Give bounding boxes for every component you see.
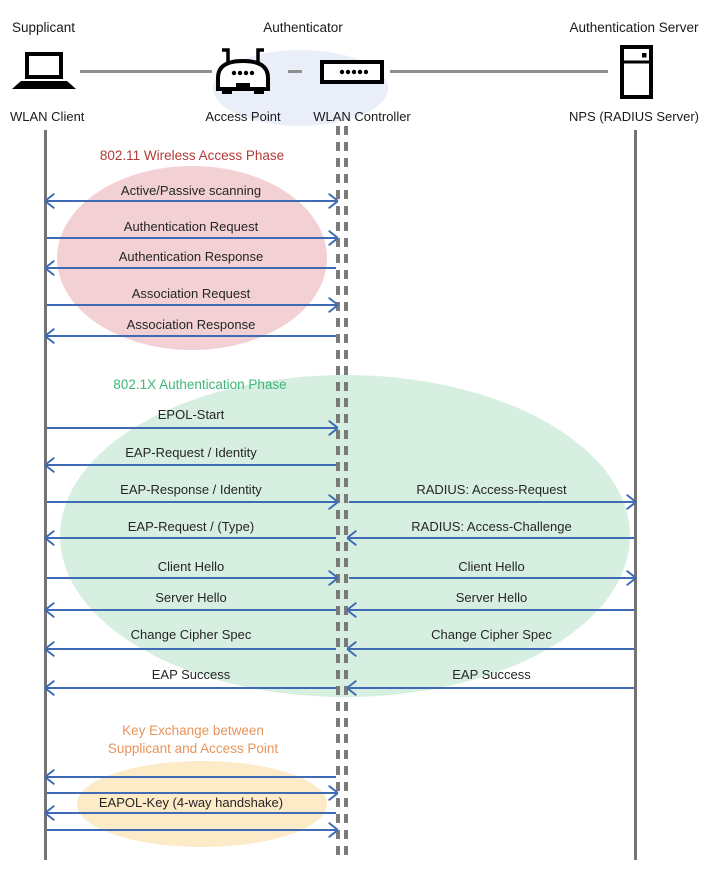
- message-label: Association Request: [131, 286, 251, 301]
- message-arrow: [47, 501, 336, 503]
- message-arrow: [349, 577, 634, 579]
- connector-line: [390, 70, 608, 73]
- server-icon: [620, 45, 654, 105]
- arrowhead-left: [45, 806, 57, 820]
- arrowhead-right: [624, 495, 636, 509]
- arrowhead-right: [624, 571, 636, 585]
- message-arrow: [47, 609, 336, 611]
- phase3-title-line2: Supplicant and Access Point: [107, 741, 279, 756]
- arrowhead-left: [45, 458, 57, 472]
- arrowhead-left: [45, 531, 57, 545]
- lifeline-wlan-controller-dash-2: [344, 126, 348, 858]
- device-access-point-label: Access Point: [205, 109, 281, 124]
- arrowhead-right: [326, 194, 338, 208]
- message-label: Client Hello: [458, 559, 525, 574]
- connector-dash: [288, 70, 302, 73]
- wlan-controller-icon: [320, 60, 384, 89]
- message-label: Client Hello: [157, 559, 225, 574]
- message-arrow: [349, 687, 634, 689]
- message-label: EAP-Response / Identity: [120, 482, 262, 497]
- arrowhead-left: [45, 770, 57, 784]
- device-nps-label: NPS (RADIUS Server): [568, 109, 700, 124]
- message-arrow: [47, 577, 336, 579]
- device-wlan-client-label: WLAN Client: [10, 109, 85, 124]
- arrowhead-right: [326, 421, 338, 435]
- arrowhead-left: [347, 603, 359, 617]
- arrowhead-right: [326, 495, 338, 509]
- message-label: Authentication Response: [118, 249, 264, 264]
- phase3-title: [47, 722, 339, 758]
- laptop-icon: [12, 52, 76, 97]
- arrowhead-left: [347, 642, 359, 656]
- message-arrow: [349, 648, 634, 650]
- message-label: EAP Success: [452, 667, 531, 682]
- role-supplicant: Supplicant: [12, 20, 76, 35]
- message-arrow: [349, 609, 634, 611]
- arrowhead-left: [45, 642, 57, 656]
- message-arrow: [47, 776, 336, 778]
- message-arrow: [47, 267, 336, 269]
- arrowhead-left: [45, 194, 57, 208]
- arrowhead-left: [45, 681, 57, 695]
- message-arrow: [47, 812, 336, 814]
- message-arrow: [47, 687, 336, 689]
- message-arrow: [47, 335, 336, 337]
- message-arrow: [349, 501, 634, 503]
- arrowhead-right: [326, 231, 338, 245]
- message-label: EAP Success: [151, 667, 231, 682]
- message-label: EAPOL-Key (4-way handshake): [98, 795, 284, 810]
- message-label: Authentication Request: [123, 219, 259, 234]
- arrowhead-left: [45, 603, 57, 617]
- access-point-icon: [213, 46, 273, 101]
- message-arrow: [47, 304, 336, 306]
- arrowhead-right: [326, 298, 338, 312]
- arrowhead-left: [45, 329, 57, 343]
- message-label: RADIUS: Access-Challenge: [411, 519, 572, 534]
- arrowhead-left: [347, 681, 359, 695]
- message-arrow: [47, 200, 336, 202]
- arrowhead-left: [45, 261, 57, 275]
- message-arrow: [47, 648, 336, 650]
- role-authentication-server: Authentication Server: [569, 20, 699, 35]
- arrowhead-left: [347, 531, 359, 545]
- phase1-title: 802.11 Wireless Access Phase: [99, 148, 285, 163]
- connector-line: [80, 70, 212, 73]
- arrowhead-right: [326, 571, 338, 585]
- message-label: Change Cipher Spec: [130, 627, 252, 642]
- device-wlan-controller-label: WLAN Controller: [313, 109, 411, 124]
- message-label: Change Cipher Spec: [431, 627, 552, 642]
- phase2-title: 802.1X Authentication Phase: [113, 377, 287, 392]
- message-arrow: [47, 464, 336, 466]
- message-label: Server Hello: [155, 590, 227, 605]
- message-label: EAP-Request / Identity: [125, 445, 257, 460]
- message-arrow: [349, 537, 634, 539]
- message-label: Active/Passive scanning: [120, 183, 262, 198]
- message-label: RADIUS: Access-Request: [416, 482, 567, 497]
- message-label: Server Hello: [455, 590, 528, 605]
- phase3-title-line1: Key Exchange between: [122, 723, 264, 738]
- message-arrow: [47, 792, 336, 794]
- message-label: EAP-Request / (Type): [127, 519, 255, 534]
- message-arrow: [47, 427, 336, 429]
- role-authenticator: Authenticator: [263, 20, 343, 35]
- message-arrow: [47, 237, 336, 239]
- message-label: EPOL-Start: [157, 407, 225, 422]
- message-arrow: [47, 537, 336, 539]
- message-arrow: [47, 829, 336, 831]
- arrowhead-right: [326, 823, 338, 837]
- message-label: Association Response: [126, 317, 256, 332]
